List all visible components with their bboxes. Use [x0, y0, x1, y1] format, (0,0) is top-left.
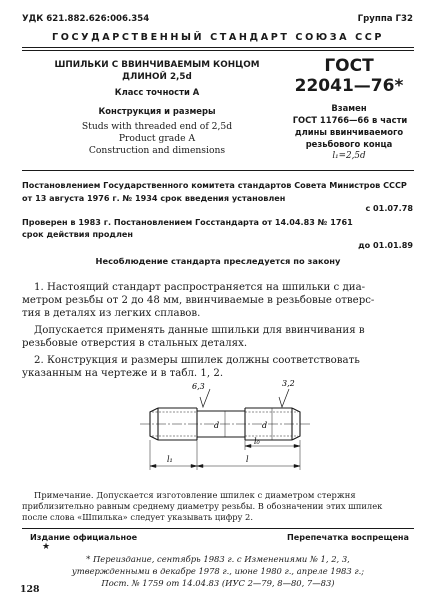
- group-code: Группа Г32: [357, 14, 413, 24]
- effective-date: с 01.07.78: [365, 203, 413, 213]
- replaces-line1: ГОСТ 11766—66 в части: [292, 115, 408, 125]
- law-warning: Несоблюдение стандарта преследуется по закону: [95, 256, 341, 266]
- official-edition: Издание официальное: [30, 532, 138, 542]
- l-label: l: [246, 455, 249, 464]
- l0-label: l₀: [254, 437, 260, 446]
- decree-line1: Постановлением Государственного комитета стандартов Совета Министров СССР: [22, 180, 407, 190]
- p1-line1: 1. Настоящий стандарт распространяется на шпильки с диа-: [34, 282, 366, 293]
- title-en-line2: Product grade A: [118, 133, 196, 144]
- replaces-label: Взамен: [331, 103, 367, 113]
- page-number: 128: [20, 584, 40, 595]
- gost-label: ГОСТ: [324, 56, 374, 76]
- accuracy-class: Класс точности А: [114, 87, 200, 97]
- roughness-mark-left: [200, 389, 210, 407]
- reissue-line3: Пост. № 1759 от 14.04.83 (ИУС 2—79, 8—80, 7—83): [101, 578, 335, 588]
- shank-diameter-label: d: [214, 421, 220, 430]
- decree-line2: от 13 августа 1976 г. № 1934 срок введения установлен: [22, 193, 286, 203]
- construction-title: Конструкция и размеры: [98, 106, 216, 116]
- p1-line2: метром резьбы от 2 до 48 мм, ввинчиваемые в резьбовые отверс-: [22, 295, 375, 306]
- extended-date: до 01.01.89: [358, 240, 413, 250]
- p1-line3: тия в деталях из легких сплавов.: [22, 308, 201, 319]
- p3-line1: 2. Конструкция и размеры шпилек должны соответствовать: [34, 355, 360, 366]
- roughness-mark-right: [279, 389, 289, 407]
- thread-diameter-label: d: [262, 421, 268, 430]
- footer-rule: [22, 528, 414, 529]
- roughness-left-label: 6,3: [192, 382, 205, 391]
- replaces-line2: длины ввинчиваемого: [294, 127, 404, 137]
- reissue-line1: * Переиздание, сентябрь 1983 г. с Изменениями № 1, 2, 3,: [86, 554, 350, 564]
- decree-line3: Проверен в 1983 г. Постановлением Госстандарта от 14.04.83 № 1761: [22, 217, 353, 227]
- p3-line2: указанным на чертеже и в табл. 1, 2.: [22, 368, 224, 379]
- note-line3: после слова «Шпилька» следует указывать цифру 2.: [22, 512, 253, 522]
- p2-line2: резьбовые отверстия в стальных деталях.: [22, 338, 248, 349]
- reprint-prohibited: Перепечатка воспрещена: [287, 532, 409, 542]
- decree-line4: срок действия продлен: [22, 229, 133, 239]
- roughness-right-label: 3,2: [282, 379, 295, 388]
- title-en-line3: Construction and dimensions: [88, 145, 226, 156]
- gost-number: 22041—76*: [294, 76, 404, 96]
- star-icon: ★: [42, 542, 51, 552]
- p2-line1: Допускается применять данные шпильки для ввинчивания в: [34, 325, 365, 336]
- title-ru-line2: ДЛИНОЙ 2,5d: [122, 72, 192, 82]
- reissue-line2: утвержденными в декабре 1978 г., июне 1980 г., апреле 1983 г.;: [71, 566, 365, 576]
- title-ru-line1: ШПИЛЬКИ С ВВИНЧИВАЕМЫМ КОНЦОМ: [54, 60, 260, 70]
- note-line1: Примечание. Допускается изготовление шпилек с диаметром стержня: [34, 490, 356, 500]
- replaces-line3: резьбового конца: [305, 139, 393, 149]
- replaces-line4: l₁=2,5d: [332, 151, 366, 161]
- note-line2: приблизительно равным среднему диаметру резьбы. В обозначении этих шпилек: [22, 501, 383, 511]
- standard-banner: ГОСУДАРСТВЕННЫЙ СТАНДАРТ СОЮЗА ССР: [51, 32, 384, 43]
- title-en-line1: Studs with threaded end of 2,5d: [81, 121, 233, 132]
- l1-dimension: [150, 464, 197, 467]
- l-dimension: [197, 464, 300, 467]
- udk-code: УДК 621.882.626:006.354: [22, 14, 150, 24]
- l1-label: l₁: [167, 455, 173, 464]
